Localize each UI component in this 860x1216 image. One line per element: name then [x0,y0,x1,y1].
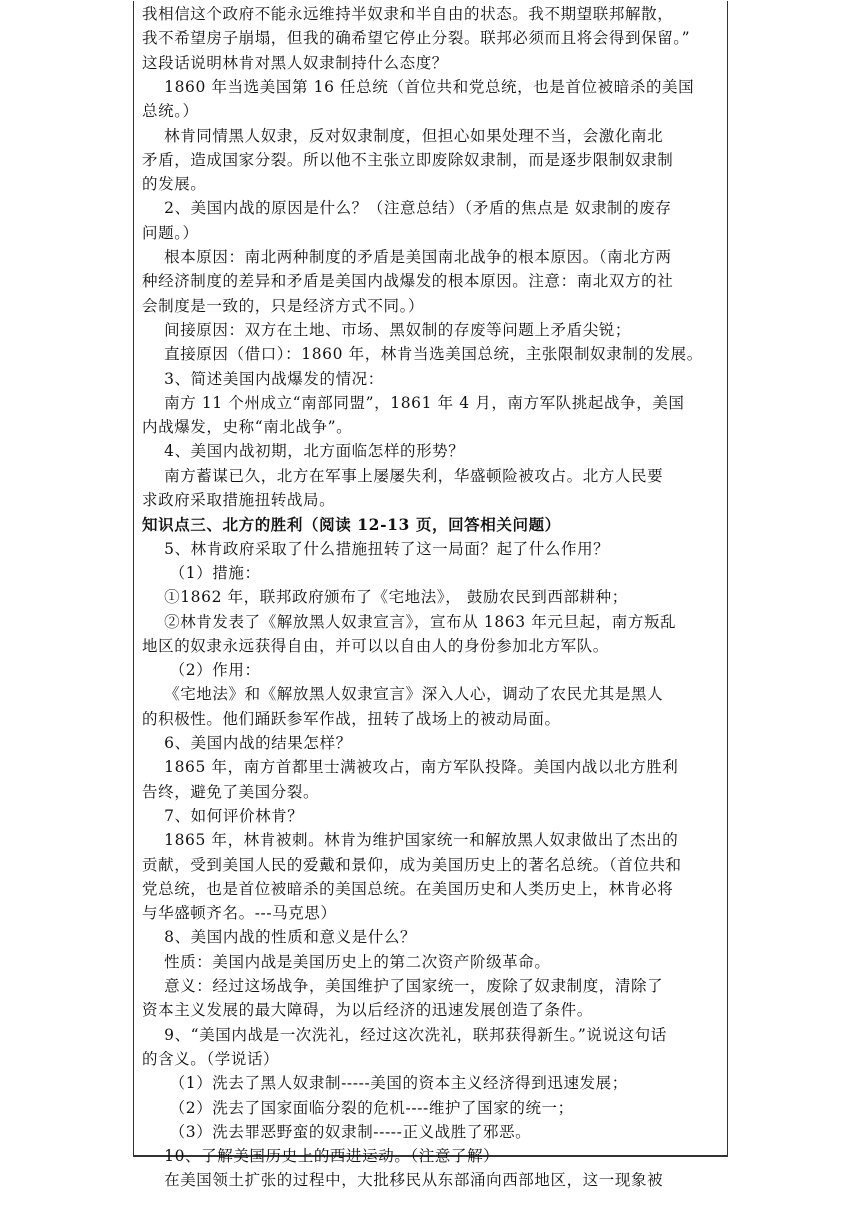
text-line: （2）作用： [142,661,261,680]
text-line: 总统。） [142,102,199,121]
text-line: 2、美国内战的原因是什么？（注意总结）（矛盾的焦点是 奴隶制的废存 [142,199,672,218]
text-line: 根本原因：南北两种制度的矛盾是美国南北战争的根本原因。（南北方两 [142,248,672,266]
text-line: 林肯同情黑人奴隶，反对奴隶制度，但担心如果处理不当，会激化南北 [142,126,664,145]
text-line: 9、“美国内战是一次洗礼，经过这次洗礼，联邦获得新生。”说说这句话 [142,1025,667,1044]
text-line: （1）措施： [142,563,261,582]
text-line: 的积极性。他们踊跃参军作战，扭转了战场上的被动局面。 [142,709,561,728]
text-line: 地区的奴隶永远获得自由，并可以以自由人的身份参加北方军队。 [142,636,609,655]
text-line: 资本主义发展的最大障碍，为以后经济的迅速发展创造了条件。 [142,1001,593,1020]
text-line: 会制度是一致的，只是经济方式不同。） [142,296,425,315]
text-line: 4、美国内战初期，北方面临怎样的形势？ [142,442,465,461]
text-line: 种经济制度的差异和矛盾是美国内战爆发的根本原因。注意：南北双方的社 [142,272,674,291]
text-line: 6、美国内战的结果怎样？ [142,734,352,752]
text-line: 知识点三、北方的胜利（阅读 12-13 页，回答相关问题） [142,515,561,535]
text-line: 南方 11 个州成立“南部同盟”，1861 年 4 月，南方军队挑起战争，美国 [142,393,685,412]
text-line: 内战爆发，史称“南北战争”。 [142,418,353,437]
text-line: 我不希望房子崩塌，但我的确希望它停止分裂。联邦必须而且将会得到保留。” [142,29,691,48]
text-line: 性质：美国内战是美国历史上的第二次资产阶级革命。 [142,952,551,971]
text-line: 的发展。 [142,175,207,194]
text-line: 与华盛顿齐名。---马克思） [142,904,337,923]
text-line: 间接原因：双方在土地、市场、黑奴制的存废等问题上矛盾尖锐； [142,320,632,339]
text-line: 意义：经过这场战争，美国维护了国家统一，废除了奴隶制度，清除了 [142,977,664,995]
text-line: （3）洗去罪恶野蛮的奴隶制-----正义战胜了邪恶。 [142,1122,532,1141]
text-line: 党总统，也是首位被暗杀的美国总统。在美国历史和人类历史上，林肯必将 [142,879,674,898]
text-line: 3、简述美国内战爆发的情况： [142,369,384,388]
text-line: 这段话说明林肯对黑人奴隶制持什么态度？ [142,53,448,72]
text-line: 的含义。（学说话） [142,1049,280,1068]
text-line: ②林肯发表了《解放黑人奴隶宣言》，宣布从 1863 年元旦起，南方叛乱 [142,612,677,631]
text-line: 矛盾，造成国家分裂。所以他不主张立即废除奴隶制，而是逐步限制奴隶制 [142,150,674,169]
text-line: 贡献，受到美国人民的爱戴和景仰，成为美国历史上的著名总统。（首位共和 [142,855,682,874]
text-line: 10、了解美国历史上的西进运动。（注意了解） [142,1147,500,1166]
text-line: 5、林肯政府采取了什么措施扭转了这一局面？起了什么作用？ [142,539,610,558]
text-line: 南方蓄谋已久，北方在军事上屡屡失利，华盛顿险被攻占。北方人民要 [142,466,664,485]
text-line: 告终，避免了美国分裂。 [142,782,320,801]
text-line: 1860 年当选美国第 16 任总统（首位共和党总统，也是首位被暗杀的美国 [142,77,695,96]
text-line: 求政府采取措施扭转战局。 [142,491,336,509]
text-line: 1865 年，林肯被刺。林肯为维护国家统一和解放黑人奴隶做出了杰出的 [142,831,679,850]
text-line: 问题。） [142,223,199,242]
text-line: 直接原因（借口）：1860 年，林肯当选美国总统，主张限制奴隶制的发展。 [142,345,703,364]
text-line: 8、美国内战的性质和意义是什么？ [142,928,417,947]
text-line: 1865 年，南方首都里士满被攻占，南方军队投降。美国内战以北方胜利 [142,758,679,777]
text-line: 《宅地法》和《解放黑人奴隶宣言》深入人心，调动了农民尤其是黑人 [142,685,664,704]
text-line: 在美国领土扩张的过程中，大批移民从东部涌向西部地区，这一现象被 [142,1171,664,1190]
text-line: ①1862 年，联邦政府颁布了《宅地法》， 鼓励农民到西部耕种； [142,588,628,607]
text-line: 7、如何评价林肯？ [142,806,304,825]
text-line: （2）洗去了国家面临分裂的危机----维护了国家的统一； [142,1098,574,1117]
text-line: （1）洗去了黑人奴隶制-----美国的资本主义经济得到迅速发展； [142,1074,628,1093]
text-line: 我相信这个政府不能永远维持半奴隶和半自由的状态。我不期望联邦解散， [142,5,674,23]
